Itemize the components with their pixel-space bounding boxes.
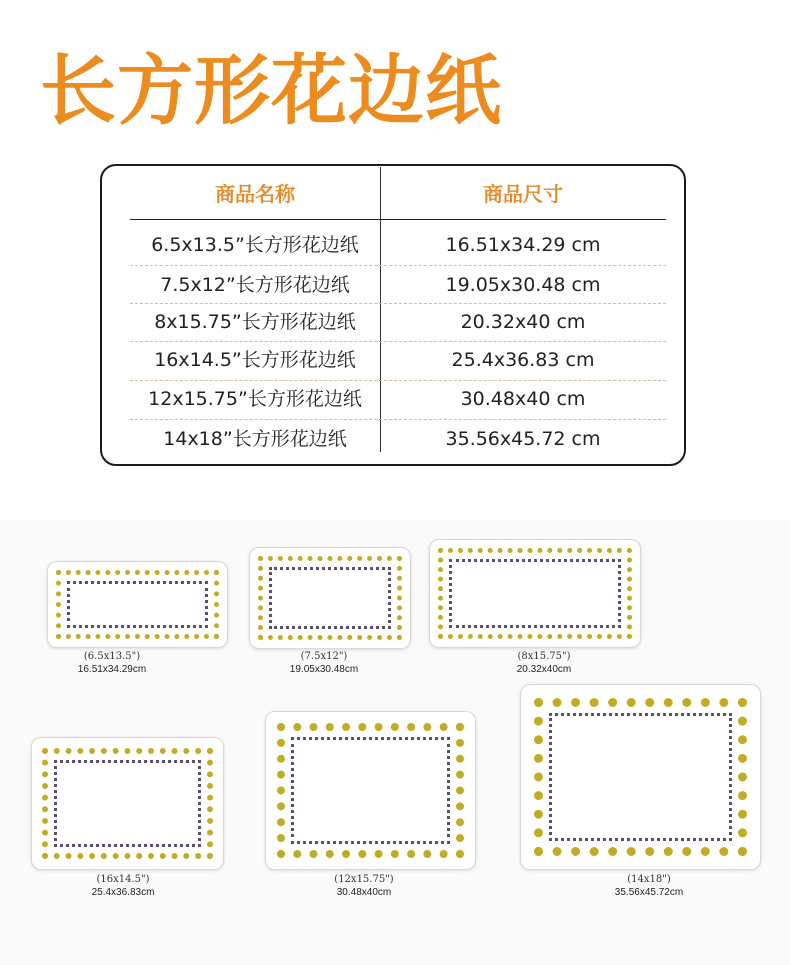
product-size-inch: (6.5x13.5")	[83, 651, 141, 662]
product-size-cm: 20.32x40cm	[516, 664, 572, 675]
header-divider	[130, 219, 666, 220]
row-name: 12x15.75”长方形花边纸	[148, 388, 362, 410]
lace-border	[42, 748, 213, 859]
row-size: 20.32x40 cm	[460, 311, 586, 333]
product-size-inch: (12x15.75")	[334, 874, 394, 885]
product-size-cm: 30.48x40cm	[336, 887, 392, 898]
row-name: 14x18”长方形花边纸	[163, 428, 347, 450]
doily-image	[31, 737, 224, 870]
row-name: 16x14.5”长方形花边纸	[154, 349, 356, 371]
row-size: 19.05x30.48 cm	[445, 274, 601, 296]
table-row	[130, 420, 666, 458]
doily-image	[265, 711, 476, 870]
product-size-cm: 35.56x45.72cm	[614, 887, 684, 898]
row-name: 7.5x12”长方形花边纸	[160, 274, 350, 296]
header-product-name: 商品名称	[215, 182, 295, 206]
row-name: 8x15.75”长方形花边纸	[154, 311, 356, 333]
product-size-inch: (7.5x12")	[300, 651, 348, 662]
row-size: 30.48x40 cm	[460, 388, 586, 410]
row-size: 16.51x34.29 cm	[445, 234, 601, 256]
header-product-size: 商品尺寸	[483, 182, 563, 206]
row-name: 6.5x13.5”长方形花边纸	[151, 234, 359, 256]
page-title: 长方形花边纸	[40, 46, 502, 135]
product-size-inch: (14x18")	[627, 874, 671, 885]
row-size: 25.4x36.83 cm	[451, 349, 595, 371]
lace-border	[534, 698, 747, 856]
table-row	[130, 226, 666, 264]
doily-image	[249, 547, 411, 649]
table-row	[130, 303, 666, 341]
product-size-cm: 16.51x34.29cm	[77, 664, 147, 675]
product-size-inch: (16x14.5")	[96, 874, 150, 885]
lace-border	[277, 723, 464, 858]
table-row	[130, 380, 666, 418]
lace-border	[258, 556, 402, 640]
table-row	[130, 341, 666, 379]
lace-border	[438, 548, 632, 639]
product-size-cm: 19.05x30.48cm	[289, 664, 359, 675]
row-size: 35.56x45.72 cm	[445, 428, 601, 450]
table-row	[130, 266, 666, 304]
lace-border	[56, 570, 219, 639]
product-size-inch: (8x15.75")	[517, 651, 571, 662]
product-size-cm: 25.4x36.83cm	[91, 887, 155, 898]
doily-image	[520, 684, 761, 870]
doily-image	[47, 561, 228, 648]
doily-image	[429, 539, 641, 648]
